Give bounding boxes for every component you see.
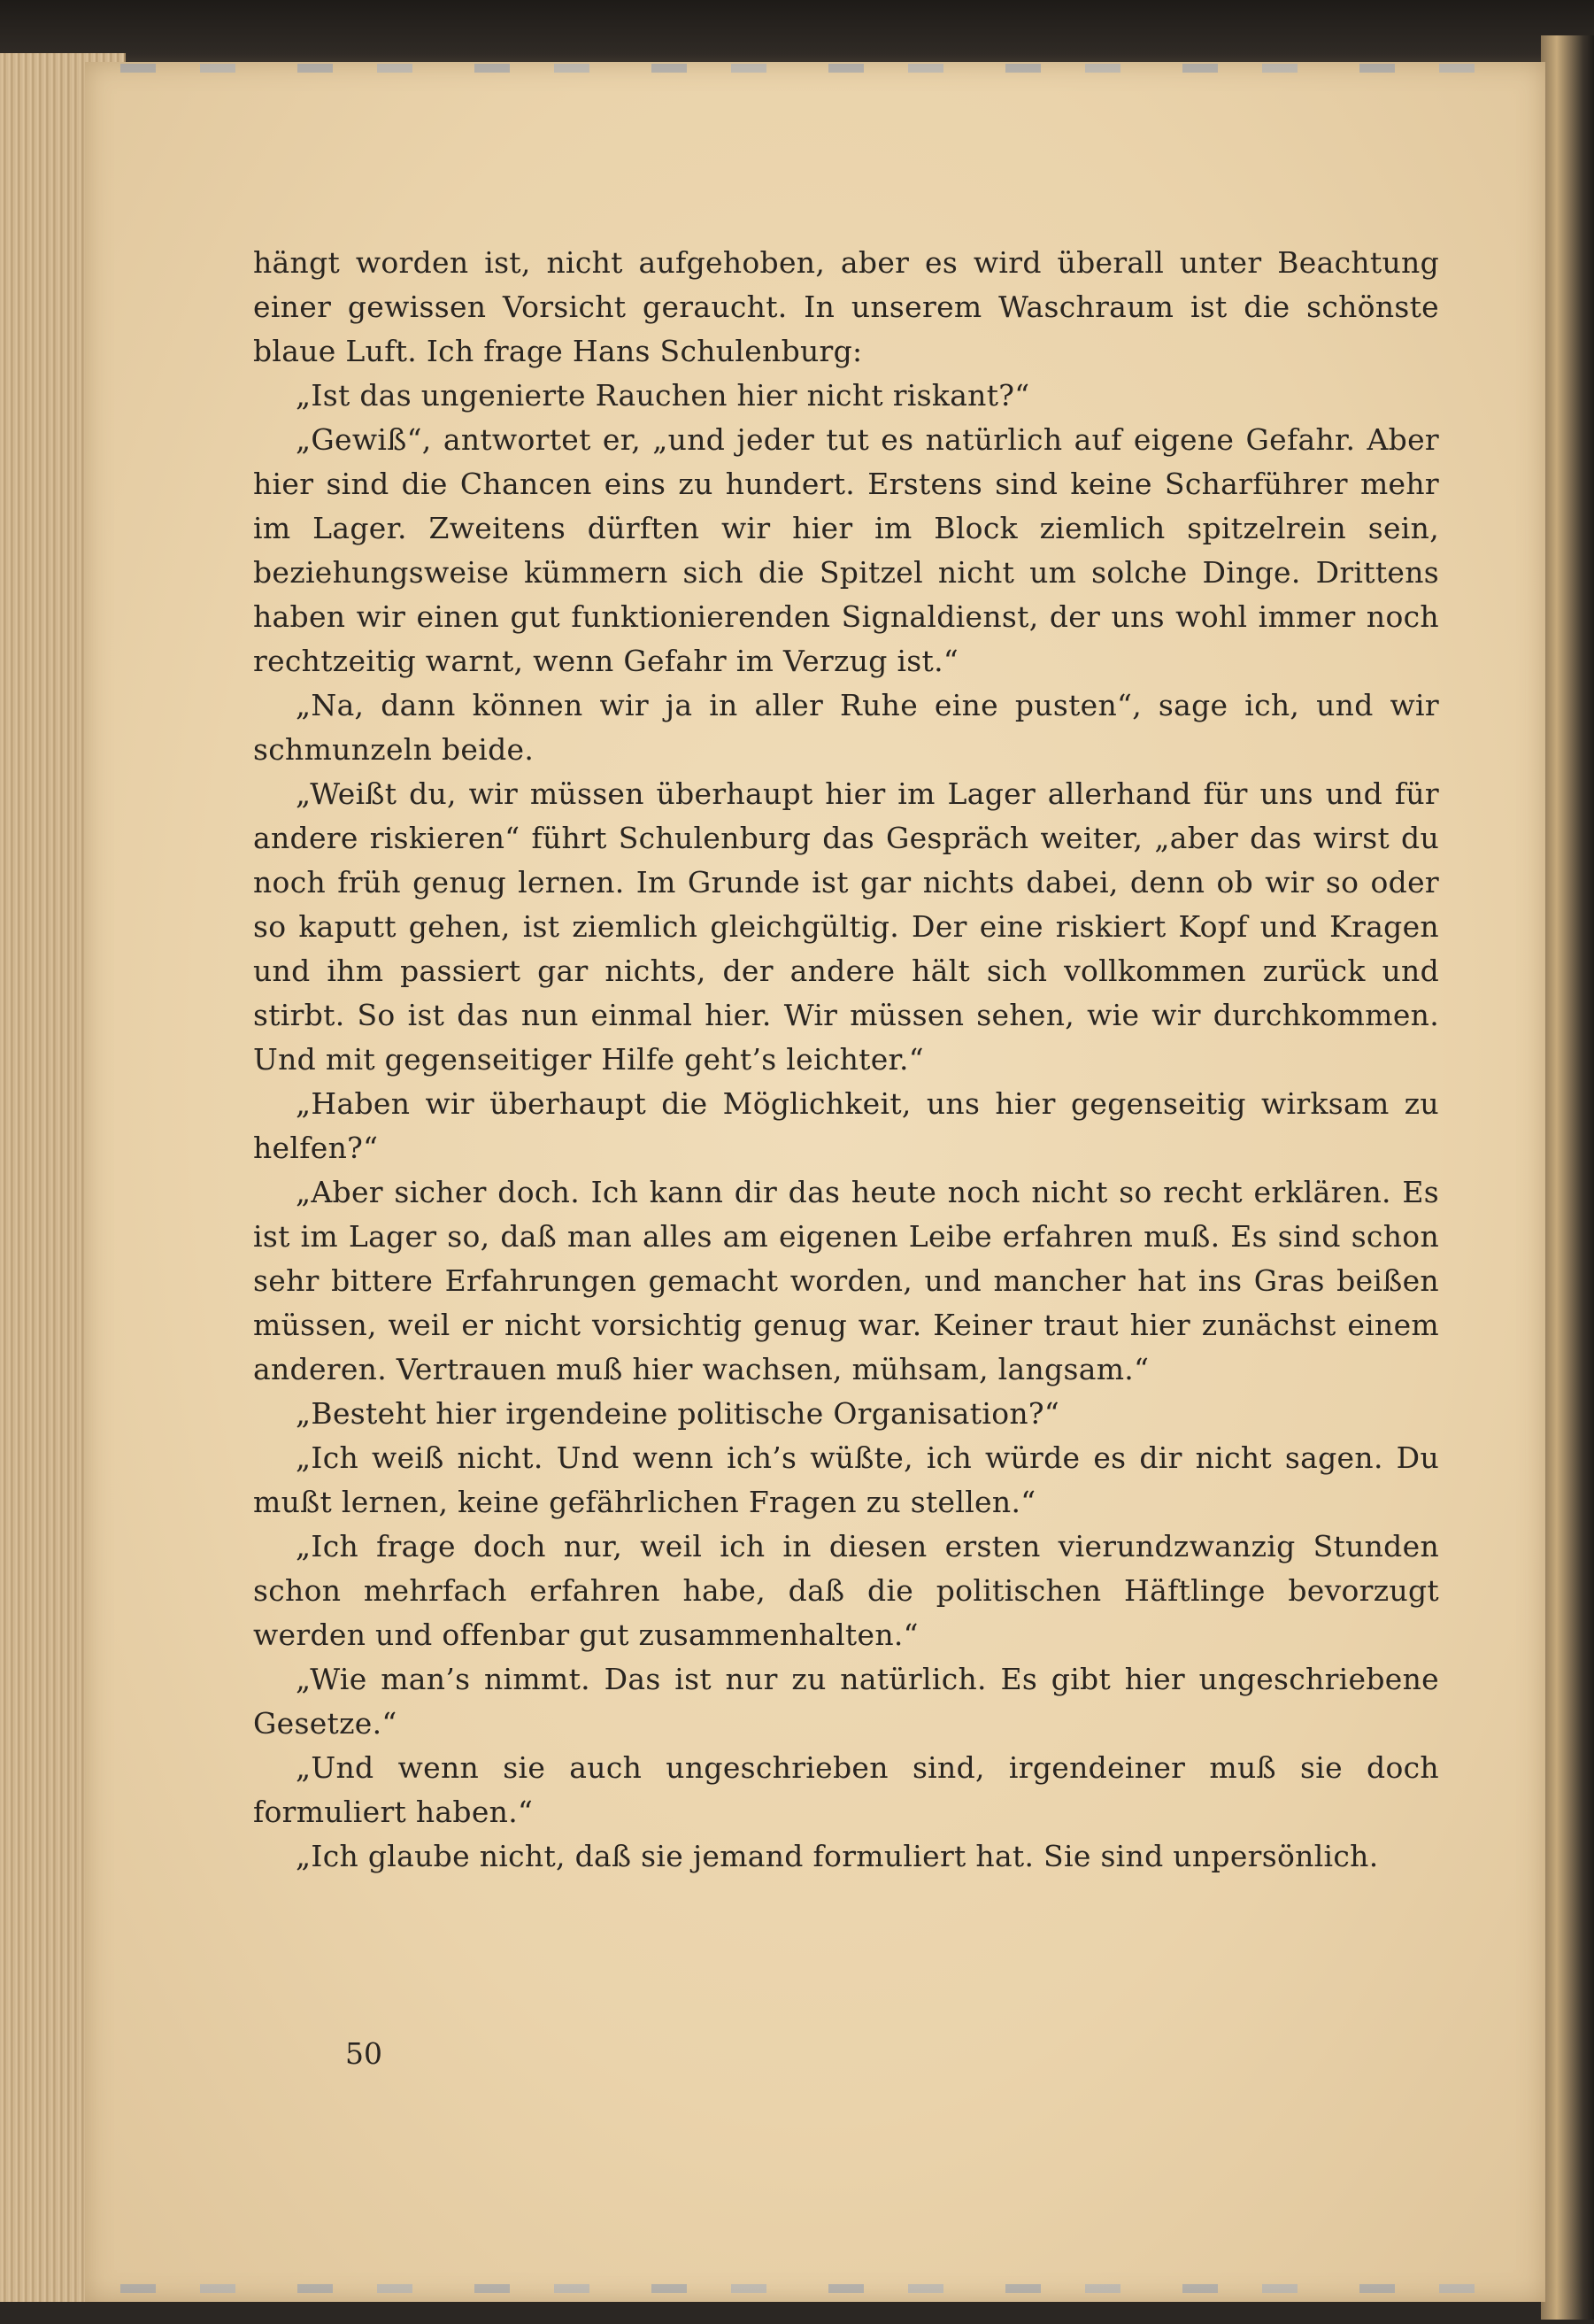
paragraph: „Ist das ungenierte Rauchen hier nicht riskant?“: [296, 378, 1030, 413]
paragraph: „Ich frage doch nur, weil ich in diesen ersten vierundzwanzig Stunden schon mehrfach erfahren habe, daß die politischen Häftlinge bevorzugt werden und offenbar gut zusammenhalten.“: [253, 1529, 1439, 1652]
binding-tape-top: [120, 64, 1501, 73]
paragraph: „Besteht hier irgendeine politische Organisation?“: [296, 1396, 1060, 1431]
next-page-edge: [1541, 35, 1594, 2320]
paragraph: „Ich glaube nicht, daß sie jemand formuliert hat. Sie sind unpersönlich.: [296, 1839, 1379, 1873]
binding-tape-bottom: [120, 2284, 1501, 2293]
paragraph: „Ich weiß nicht. Und wenn ich’s wüßte, ich würde es dir nicht sagen. Du mußt lernen, keine gefährlichen Fragen zu stellen.“: [253, 1440, 1439, 1519]
paragraph: „Haben wir überhaupt die Möglichkeit, uns hier gegenseitig wirksam zu helfen?“: [253, 1086, 1439, 1165]
paragraph: „Gewiß“, antwortet er, „und jeder tut es natürlich auf eigene Gefahr. Aber hier sind die Chancen eins zu hundert. Erstens sind keine Scharführer mehr im Lager. Zweitens dürften wir hier im Block ziemlich spitzelrein sein, beziehungsweise kümmern sich die Spitzel nicht um solche Dinge. Drittens haben wir einen gut funktionierenden Signaldienst, der uns wohl immer noch rechtzeitig warnt, wenn Gefahr im Verzug ist.“: [253, 422, 1439, 678]
page-text: [253, 241, 1439, 1879]
paragraph: „Weißt du, wir müssen überhaupt hier im Lager allerhand für uns und für andere riskieren“ führt Schulenburg das Gespräch weiter, „aber das wirst du noch früh genug lernen. Im Grunde ist gar nichts dabei, denn ob wir so oder so kaputt gehen, ist ziemlich gleichgültig. Der eine riskiert Kopf und Kragen und ihm passiert gar nichts, der andere hält sich vollkommen zurück und stirbt. So ist das nun einmal hier. Wir müssen sehen, wie wir durchkommen. Und mit gegenseitiger Hilfe geht’s leichter.“: [253, 776, 1439, 1077]
paragraph: hängt worden ist, nicht aufgehoben, aber es wird überall unter Beachtung einer gewissen Vorsicht geraucht. In unserem Waschraum ist die schönste blaue Luft. Ich frage Hans Schulenburg:: [253, 245, 1439, 368]
paragraph: „Wie man’s nimmt. Das ist nur zu natürlich. Es gibt hier ungeschriebene Gesetze.“: [253, 1662, 1439, 1741]
paragraph: „Aber sicher doch. Ich kann dir das heute noch nicht so recht erklären. Es ist im Lager so, daß man alles am eigenen Leibe erfahren muß. Es sind schon sehr bittere Erfahrungen gemacht worden, und mancher hat ins Gras beißen müssen, weil er nicht vorsichtig genug war. Keiner traut hier zunächst einem anderen. Vertrauen muß hier wachsen, mühsam, langsam.“: [253, 1175, 1439, 1386]
paragraph: „Na, dann können wir ja in aller Ruhe eine pusten“, sage ich, und wir schmunzeln beide.: [253, 688, 1439, 767]
page-number: 50: [345, 2036, 382, 2071]
paragraph: „Und wenn sie auch ungeschrieben sind, irgendeiner muß sie doch formuliert haben.“: [253, 1750, 1439, 1829]
